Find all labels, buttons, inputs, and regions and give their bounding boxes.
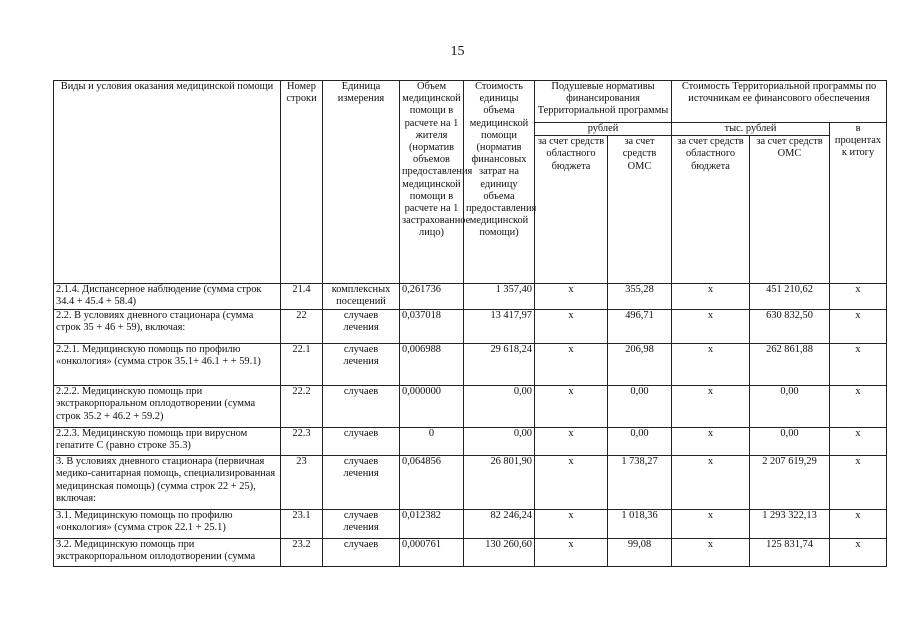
row-cost: 82 246,24 [464, 510, 535, 539]
row-name: 2.2.1. Медицинскую помощь по профилю «онкология» (сумма строк 35.1+ 46.1 + + 59.1) [54, 344, 281, 386]
row-unit: случаев лечения [323, 510, 400, 539]
row-name: 3.2. Медицинскую помощь при экстракорпоральном оплодотворении (сумма [54, 539, 281, 567]
row-number: 21.4 [281, 284, 323, 310]
program-cost-table [53, 80, 887, 567]
row-percent: х [830, 539, 887, 567]
row-pc-budget: х [535, 284, 608, 310]
row-volume: 0,012382 [400, 510, 464, 539]
row-unit: комплексных посещений [323, 284, 400, 310]
table-row [54, 428, 887, 456]
table-row [54, 344, 887, 386]
row-tc-budget: х [672, 386, 750, 428]
header-unit-cost: Стоимость единицы объема медицинской помощи (норматив финансовых затрат на единицу объема предоставления медицинской помощи) [464, 81, 535, 284]
header-tc-oms: за счет средств ОМС [750, 136, 830, 284]
row-number: 23 [281, 456, 323, 510]
row-unit: случаев лечения [323, 456, 400, 510]
row-percent: х [830, 510, 887, 539]
row-cost: 0,00 [464, 386, 535, 428]
row-pc-oms: 496,71 [608, 310, 672, 344]
row-tc-budget: х [672, 456, 750, 510]
row-name: 2.2. В условиях дневного стационара (сумма строк 35 + 46 + 59), включая: [54, 310, 281, 344]
page-number: 15 [450, 44, 465, 59]
row-volume: 0,064856 [400, 456, 464, 510]
row-name: 2.2.3. Медицинскую помощь при вирусном гепатите С (равно строке 35.3) [54, 428, 281, 456]
row-tc-oms: 2 207 619,29 [750, 456, 830, 510]
row-tc-budget: х [672, 539, 750, 567]
table-row [54, 284, 887, 310]
row-percent: х [830, 344, 887, 386]
header-row-number: Номер строки [281, 81, 323, 284]
row-cost: 26 801,90 [464, 456, 535, 510]
header-unit: Единица измерения [323, 81, 400, 284]
row-percent: х [830, 284, 887, 310]
row-pc-oms: 1 018,36 [608, 510, 672, 539]
row-pc-oms: 206,98 [608, 344, 672, 386]
header-volume: Объем медицинской помощи в расчете на 1 жителя (норматив объемов предоставления медицинской помощи в расчете на 1 застрахованное лицо) [400, 81, 464, 284]
row-volume: 0,006988 [400, 344, 464, 386]
row-tc-budget: х [672, 428, 750, 456]
header-tc-budget: за счет средств областного бюджета [672, 136, 750, 284]
row-cost: 13 417,97 [464, 310, 535, 344]
header-program-cost-group: Стоимость Территориальной программы по источникам ее финансового обеспечения [672, 81, 887, 123]
row-tc-oms: 1 293 322,13 [750, 510, 830, 539]
header-type: Виды и условия оказания медицинской помощи [54, 81, 281, 284]
row-cost: 1 357,40 [464, 284, 535, 310]
row-volume: 0 [400, 428, 464, 456]
row-cost: 0,00 [464, 428, 535, 456]
header-per-capita-unit: рублей [535, 123, 672, 136]
row-pc-oms: 0,00 [608, 386, 672, 428]
row-pc-budget: х [535, 510, 608, 539]
row-cost: 29 618,24 [464, 344, 535, 386]
row-percent: х [830, 310, 887, 344]
row-number: 22.2 [281, 386, 323, 428]
row-tc-oms: 125 831,74 [750, 539, 830, 567]
row-unit: случаев лечения [323, 344, 400, 386]
row-pc-budget: х [535, 310, 608, 344]
row-volume: 0,261736 [400, 284, 464, 310]
table-row [54, 310, 887, 344]
row-pc-budget: х [535, 539, 608, 567]
row-name: 2.1.4. Диспансерное наблюдение (сумма строк 34.4 + 45.4 + 58.4) [54, 284, 281, 310]
row-pc-budget: х [535, 428, 608, 456]
row-name: 3. В условиях дневного стационара (первичная медико-санитарная помощь, специализированная медицинская помощь) (сумма строк 22 + 25), включая: [54, 456, 281, 510]
row-pc-budget: х [535, 386, 608, 428]
row-cost: 130 260,60 [464, 539, 535, 567]
row-volume: 0,000000 [400, 386, 464, 428]
row-percent: х [830, 428, 887, 456]
row-tc-oms: 0,00 [750, 428, 830, 456]
row-unit: случаев [323, 539, 400, 567]
row-pc-oms: 355,28 [608, 284, 672, 310]
row-tc-budget: х [672, 284, 750, 310]
header-pc-oms: за счет средств ОМС [608, 136, 672, 284]
row-tc-budget: х [672, 310, 750, 344]
header-pc-budget: за счет средств областного бюджета [535, 136, 608, 284]
row-pc-budget: х [535, 456, 608, 510]
row-number: 23.2 [281, 539, 323, 567]
header-cost-unit: тыс. рублей [672, 123, 830, 136]
row-unit: случаев [323, 386, 400, 428]
row-tc-budget: х [672, 344, 750, 386]
row-number: 22.3 [281, 428, 323, 456]
row-volume: 0,000761 [400, 539, 464, 567]
table-row [54, 456, 887, 510]
row-number: 23.1 [281, 510, 323, 539]
row-tc-oms: 262 861,88 [750, 344, 830, 386]
row-unit: случаев лечения [323, 310, 400, 344]
row-pc-oms: 1 738,27 [608, 456, 672, 510]
row-number: 22.1 [281, 344, 323, 386]
row-percent: х [830, 456, 887, 510]
row-name: 2.2.2. Медицинскую помощь при экстракорпоральном оплодотворении (сумма строк 35.2 + 46.2 + 59.2) [54, 386, 281, 428]
row-tc-oms: 630 832,50 [750, 310, 830, 344]
table-row [54, 510, 887, 539]
table-row [54, 539, 887, 567]
row-percent: х [830, 386, 887, 428]
row-pc-oms: 0,00 [608, 428, 672, 456]
row-name: 3.1. Медицинскую помощь по профилю «онкология» (сумма строк 22.1 + 25.1) [54, 510, 281, 539]
row-tc-budget: х [672, 510, 750, 539]
table-row [54, 386, 887, 428]
row-unit: случаев [323, 428, 400, 456]
header-percent: в процентах к итогу [830, 123, 887, 284]
row-tc-oms: 451 210,62 [750, 284, 830, 310]
row-pc-budget: х [535, 344, 608, 386]
row-tc-oms: 0,00 [750, 386, 830, 428]
row-volume: 0,037018 [400, 310, 464, 344]
header-per-capita-group: Подушевые нормативы финансирования Территориальной программы [535, 81, 672, 123]
row-number: 22 [281, 310, 323, 344]
row-pc-oms: 99,08 [608, 539, 672, 567]
